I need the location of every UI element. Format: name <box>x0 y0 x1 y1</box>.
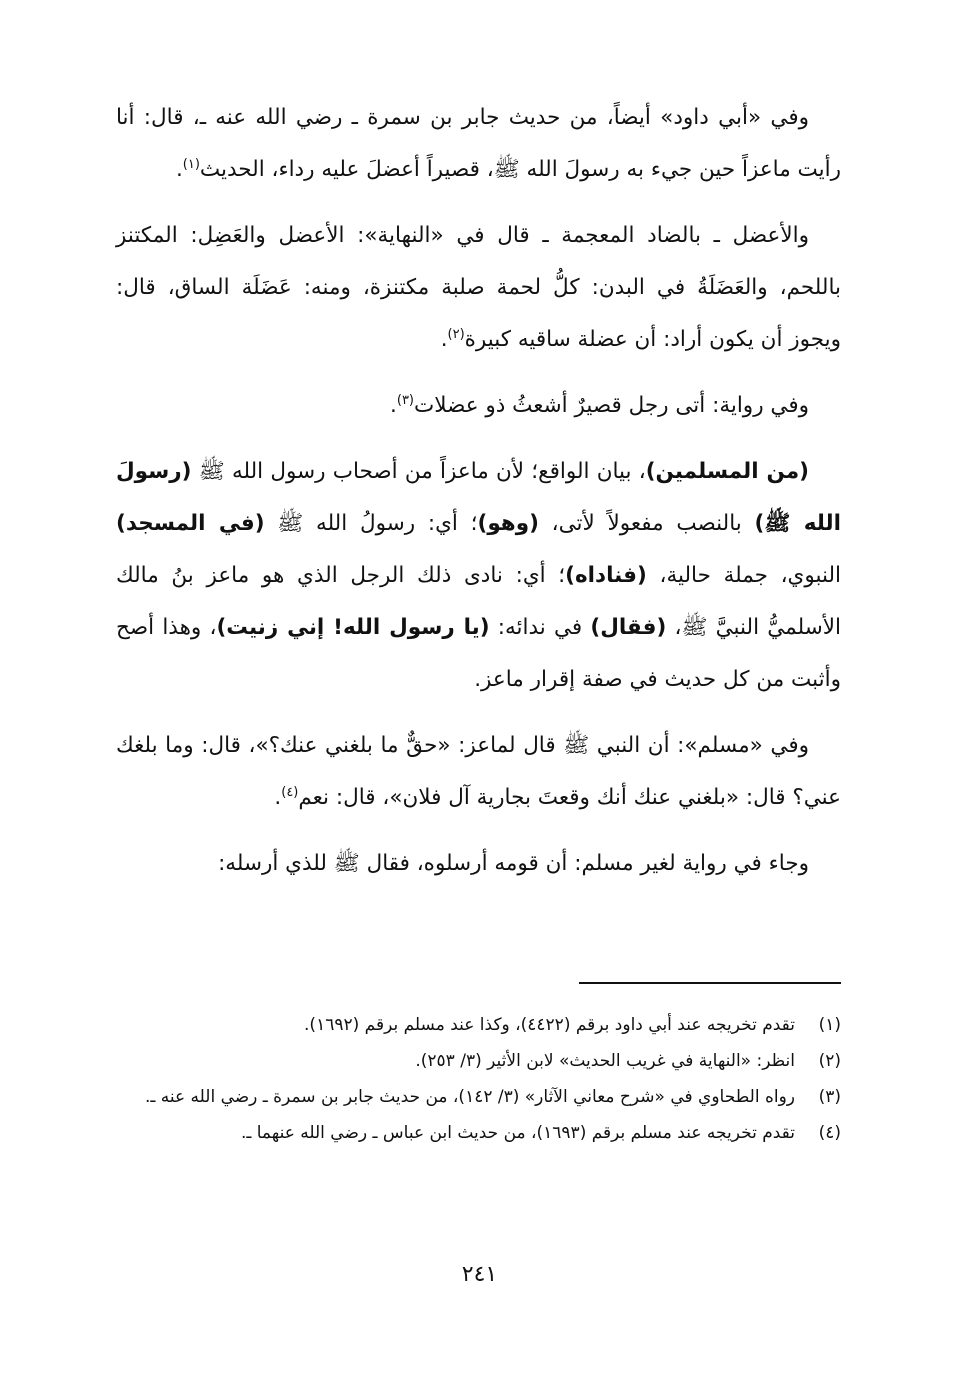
footnote-text: تقدم تخريجه عند مسلم برقم (١٦٩٣)، من حديث ابن عباس ـ رضي الله عنهما ـ. <box>240 1123 795 1143</box>
text-run: . <box>440 327 448 352</box>
text-run: بالنصب مفعولاً لأتى، <box>538 511 755 536</box>
text-run: النبوي، جملة حالية، <box>646 563 841 588</box>
footnote-ref: (٤) <box>281 784 299 800</box>
footnote-separator <box>579 982 841 984</box>
bold-phrase: (يا رسول الله! إني زنيت) <box>216 615 490 640</box>
bold-phrase: (وهو) <box>477 511 539 536</box>
paragraph <box>116 838 841 890</box>
footnote-ref: (٣) <box>396 392 414 408</box>
footnote-ref: (١) <box>182 156 200 172</box>
paragraph <box>116 446 841 706</box>
footnote-number: (٣) <box>818 1087 841 1107</box>
main-text <box>116 92 841 904</box>
text-run: ؛ أي: نادى ذلك الرجل الذي هو ماعز بنُ مالك الأسلميُّ النبيَّ ﷺ، <box>116 563 841 640</box>
paragraph <box>116 210 841 366</box>
bold-phrase: (في المسجد) <box>116 511 265 536</box>
paragraph <box>116 92 841 196</box>
text-run: ، وهذا أصح وأثبت من كل حديث في صفة إقرار ماعز. <box>116 615 841 692</box>
footnote <box>116 1080 841 1114</box>
footnote-number: (١) <box>818 1015 841 1035</box>
text-run: . <box>175 157 183 182</box>
footnote-number: (٤) <box>818 1123 841 1143</box>
text-run: . <box>390 393 397 418</box>
footnote <box>116 1116 841 1150</box>
text-run: وفي رواية: أتى رجل قصيرٌ أشعثُ ذو عضلات <box>414 393 809 418</box>
footnotes <box>116 1008 841 1152</box>
text-run: . <box>274 785 282 810</box>
bold-phrase: (رسولَ الله ﷺ) <box>116 459 841 536</box>
bold-phrase: (فناداه) <box>565 563 647 588</box>
footnote-text: تقدم تخريجه عند أبي داود برقم (٤٤٢٢)، وكذا عند مسلم برقم (١٦٩٢). <box>304 1015 795 1035</box>
text-run: وفي «أبي داود» أيضاً، من حديث جابر بن سمرة ـ رضي الله عنه ـ، قال: أنا رأيت ماعزاً حين جيء به رسولَ الله ﷺ، قصيراً أعضلَ عليه رداء، الحديث <box>116 105 841 182</box>
paragraph <box>116 720 841 824</box>
paragraph <box>116 380 841 432</box>
text-run: والأعضل ـ بالضاد المعجمة ـ قال في «النهاية»: الأعضل والعَضِل: المكتنز باللحم، والعَضَلَةُ في البدن: كلُّ لحمة صلبة مكتنزة، ومنه: عَضَلَة الساق، قال: ويجوز أن يكون أراد: أن عضلة ساقيه كبيرة <box>116 223 841 352</box>
bold-phrase: (من المسلمين) <box>645 459 809 484</box>
text-run: وجاء في رواية لغير مسلم: أن قومه أرسلوه، فقال ﷺ للذي أرسله: <box>218 851 809 876</box>
page-number: ٢٤١ <box>461 1262 498 1287</box>
text-run: ، بيان الواقع؛ لأن ماعزاً من أصحاب رسول الله ﷺ <box>191 459 646 484</box>
footnote-text: انظر: «النهاية في غريب الحديث» لابن الأثير (٣/ ٢٥٣). <box>415 1051 795 1071</box>
text-run: في ندائه: <box>489 615 591 640</box>
footnote-number: (٢) <box>818 1051 841 1071</box>
footnote-text: رواه الطحاوي في «شرح معاني الآثار» (٣/ ١٤٢)، من حديث جابر بن سمرة ـ رضي الله عنه ـ. <box>144 1087 795 1107</box>
footnote <box>116 1008 841 1042</box>
text-run: وفي «مسلم»: أن النبي ﷺ قال لماعز: «حقٌّ ما بلغني عنك؟»، قال: وما بلغك عني؟ قال: «بلغني عنك أنك وقعتَ بجارية آل فلان»، قال: نعم <box>116 733 841 810</box>
footnote-ref: (٢) <box>447 326 465 342</box>
text-run: ؛ أي: رسولُ الله ﷺ <box>264 511 478 536</box>
bold-phrase: (فقال) <box>590 615 667 640</box>
footnote <box>116 1044 841 1078</box>
